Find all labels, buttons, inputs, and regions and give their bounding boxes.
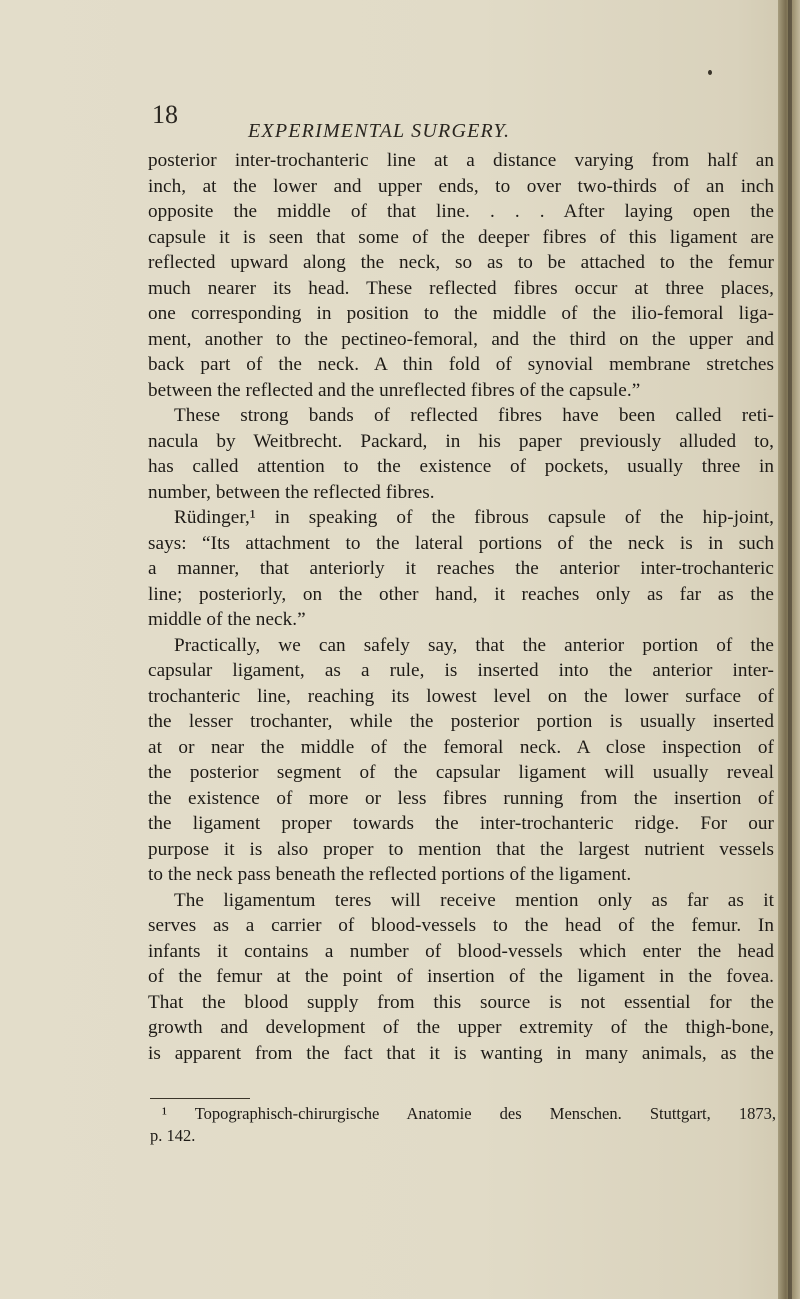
text-line: much nearer its head. These reflected fibres occur at three places, (148, 277, 774, 299)
footnote-rule (150, 1098, 250, 1099)
text-line: is apparent from the fact that it is wanting in many animals, as the (148, 1042, 774, 1064)
page-number: 18 (152, 100, 178, 129)
text-line: a manner, that anteriorly it reaches the anterior inter-trochanteric (148, 558, 774, 579)
text-line: of the femur at the point of insertion of the ligament in the fovea. (148, 966, 774, 987)
text-line: purpose it is also proper to mention that the largest nutrient vessels (148, 838, 774, 860)
text-line: between the reflected and the unreflected fibres of the capsule.” (148, 379, 641, 401)
text-line: That the blood supply from this source is not essential for the (148, 991, 774, 1013)
text-line: serves as a carrier of blood-vessels to the head of the femur. In (148, 915, 774, 936)
text-line: back part of the neck. A thin fold of synovial membrane stretches (148, 354, 774, 375)
text-line: the lesser trochanter, while the posterior portion is usually inserted (148, 711, 774, 732)
text-line: reflected upward along the neck, so as to be attached to the femur (148, 252, 774, 273)
text-line: nacula by Weitbrecht. Packard, in his paper previously alluded to, (148, 430, 774, 452)
text-line: These strong bands of reflected fibres have been called reti- (174, 405, 774, 426)
footnote-line: p. 142. (150, 1126, 196, 1145)
text-line: capsular ligament, as a rule, is inserted into the anterior inter- (148, 660, 774, 681)
text-line: infants it contains a number of blood-vessels which enter the head (148, 940, 774, 962)
text-line: the posterior segment of the capsular ligament will usually reveal (148, 762, 774, 783)
text-line: line; posteriorly, on the other hand, it reaches only as far as the (148, 583, 774, 605)
text-line: to the neck pass beneath the reflected portions of the ligament. (148, 864, 632, 885)
text-line: the ligament proper towards the inter-trochanteric ridge. For our (148, 813, 774, 834)
page-edge-line (788, 0, 792, 1299)
footnote (150, 1103, 776, 1147)
text-line: at or near the middle of the femoral neck. A close inspection of (148, 736, 774, 758)
text-line: growth and development of the upper extremity of the thigh-bone, (148, 1017, 774, 1038)
text-line: Practically, we can safely say, that the anterior portion of the (174, 634, 774, 656)
text-line: The ligamentum teres will receive mention only as far as it (174, 889, 774, 911)
text-line: middle of the neck.” (148, 609, 306, 630)
text-line: has called attention to the existence of pockets, usually three in (148, 456, 774, 477)
footnote-line: ¹ Topographisch-chirurgische Anatomie des Menschen. Stuttgart, 1873, (162, 1104, 776, 1123)
text-line: trochanteric line, reaching its lowest level on the lower surface of (148, 685, 774, 707)
text-line: inch, at the lower and upper ends, to over two-thirds of an inch (148, 175, 774, 197)
text-line: posterior inter-trochanteric line at a distance varying from half an (148, 150, 774, 171)
text-line: opposite the middle of that line. . . . After laying open the (148, 201, 774, 222)
text-line: Rüdinger,¹ in speaking of the fibrous capsule of the hip-joint, (174, 507, 774, 528)
body-text (148, 148, 774, 1066)
ink-dot (708, 70, 712, 75)
text-line: capsule it is seen that some of the deeper fibres of this ligament are (148, 226, 774, 248)
text-line: the existence of more or less fibres running from the insertion of (148, 787, 774, 809)
text-line: ment, another to the pectineo-femoral, and the third on the upper and (148, 328, 774, 350)
text-line: one corresponding in position to the middle of the ilio-femoral liga- (148, 303, 774, 324)
text-line: number, between the reflected fibres. (148, 481, 435, 503)
running-head: EXPERIMENTAL SURGERY. (248, 120, 511, 142)
text-line: says: “Its attachment to the lateral portions of the neck is in such (148, 532, 774, 554)
